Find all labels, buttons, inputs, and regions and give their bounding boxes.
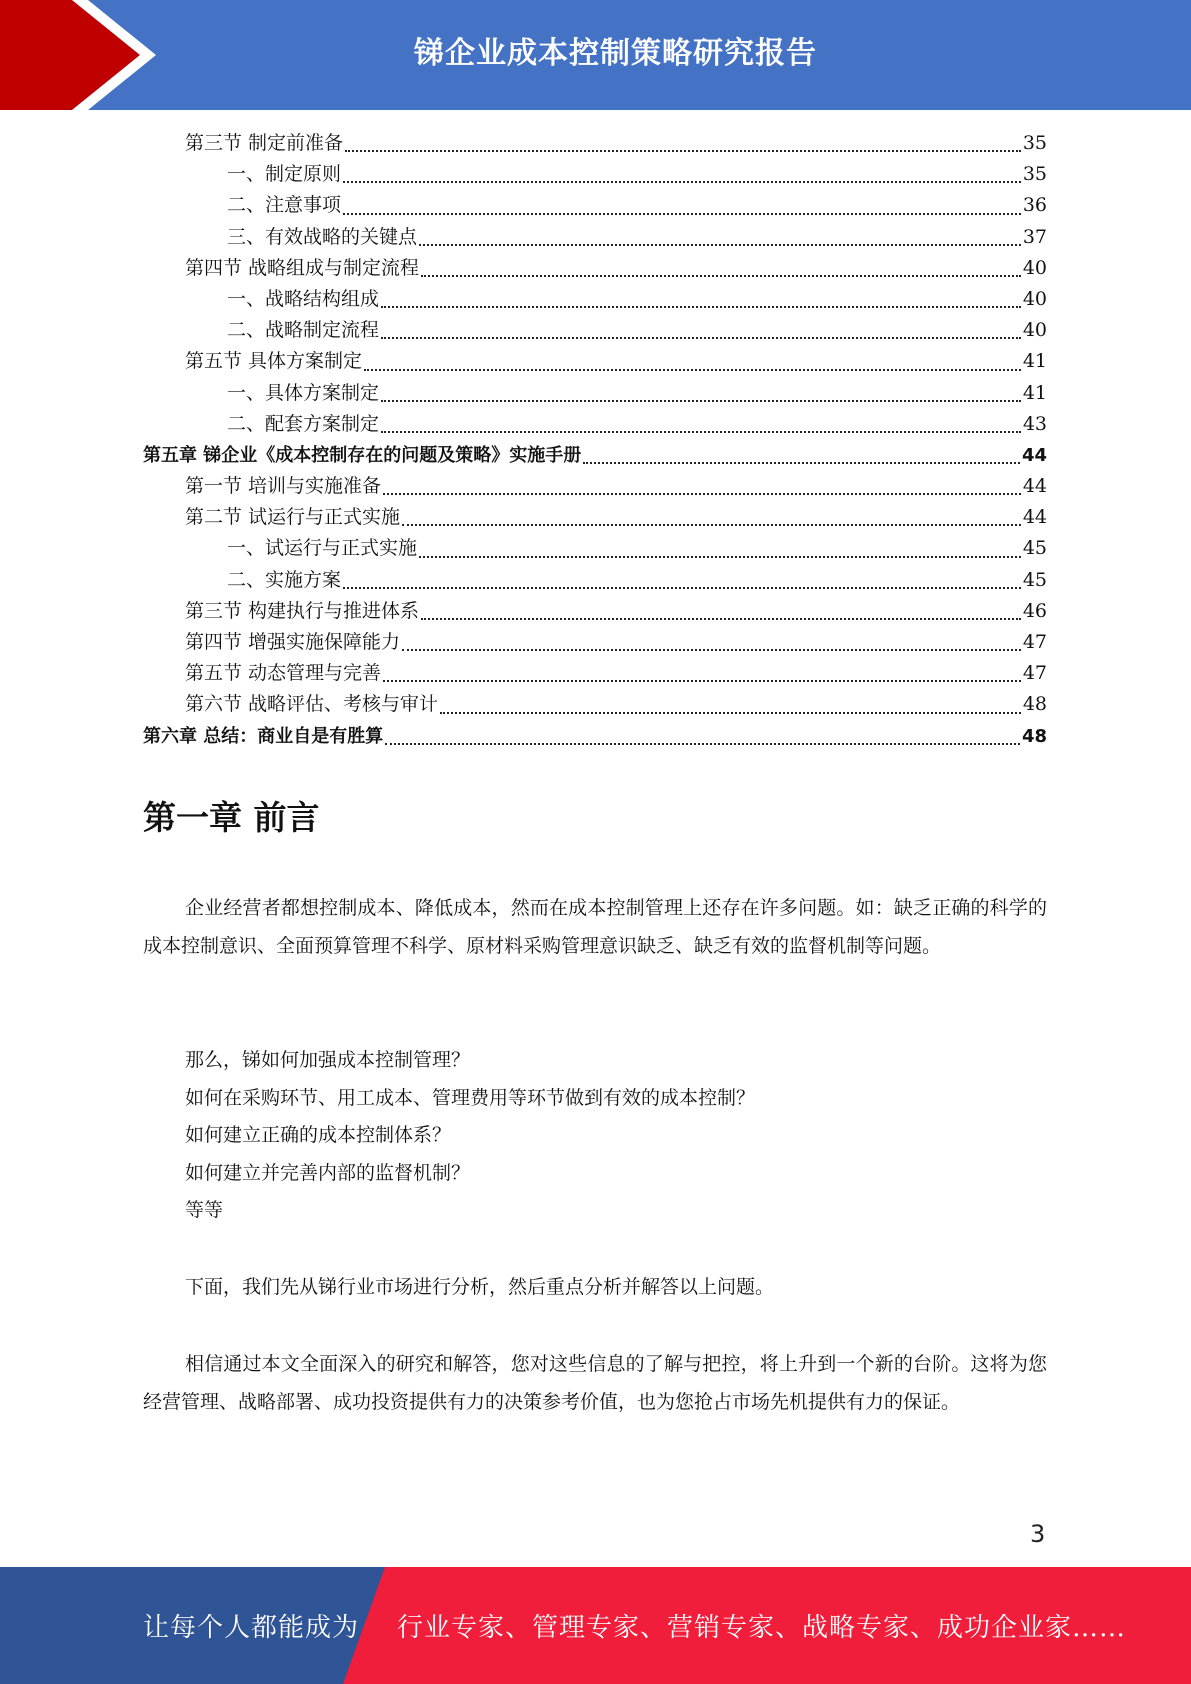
toc-dot-leader bbox=[402, 524, 1021, 526]
report-title: 锑企业成本控制策略研究报告 bbox=[414, 36, 817, 71]
toc-dot-leader bbox=[343, 213, 1021, 215]
question-line: 那么，锑如何加强成本控制管理？ bbox=[185, 1049, 471, 1071]
page-footer bbox=[0, 1567, 1191, 1684]
toc-entry[interactable] bbox=[143, 378, 1047, 409]
toc-entry-page: 47 bbox=[1022, 631, 1047, 653]
toc-entry-title: 二、实施方案 bbox=[227, 568, 342, 591]
toc-entry-title: 一、制定原则 bbox=[227, 163, 342, 186]
toc-entry-title: 第五章 锑企业《成本控制存在的问题及策略》实施手册 bbox=[143, 444, 582, 466]
toc-entry-title: 第五节 具体方案制定 bbox=[185, 350, 363, 373]
toc-dot-leader bbox=[421, 275, 1021, 277]
toc-entry[interactable] bbox=[143, 315, 1047, 346]
toc-entry-page: 35 bbox=[1022, 132, 1047, 154]
chapter-heading: 第一章 前言 bbox=[143, 798, 320, 837]
toc-dot-leader bbox=[364, 369, 1021, 371]
toc-entry-title: 二、战略制定流程 bbox=[227, 319, 380, 342]
toc-entry-page: 40 bbox=[1022, 256, 1047, 279]
toc-entry-page: 43 bbox=[1022, 412, 1047, 435]
toc-dot-leader bbox=[345, 150, 1021, 152]
toc-entry[interactable] bbox=[143, 658, 1047, 689]
toc-dot-leader bbox=[419, 244, 1021, 246]
toc-entry-page: 41 bbox=[1022, 350, 1047, 373]
toc-entry[interactable] bbox=[143, 471, 1047, 502]
toc-entry-title: 第一节 培训与实施准备 bbox=[185, 475, 382, 498]
toc-dot-leader bbox=[402, 649, 1021, 651]
toc-dot-leader bbox=[381, 337, 1021, 339]
toc-entry[interactable] bbox=[143, 689, 1047, 720]
page-header bbox=[0, 0, 1191, 110]
toc-entry-page: 44 bbox=[1021, 444, 1047, 466]
toc-entry-page: 47 bbox=[1022, 662, 1047, 685]
toc-entry[interactable] bbox=[143, 159, 1047, 190]
toc-entry[interactable] bbox=[143, 627, 1047, 658]
toc-entry-page: 44 bbox=[1022, 506, 1047, 529]
toc-dot-leader bbox=[419, 556, 1021, 558]
footer-slogan-left: 让每个人都能成为 bbox=[143, 1613, 360, 1643]
toc-entry-title: 第五节 动态管理与完善 bbox=[185, 662, 382, 685]
toc-entry[interactable] bbox=[143, 409, 1047, 440]
toc-entry-page: 48 bbox=[1022, 693, 1047, 716]
toc-entry-title: 第六章 总结：商业自是有胜算 bbox=[143, 725, 384, 747]
next-paragraph: 下面，我们先从锑行业市场进行分析，然后重点分析并解答以上问题。 bbox=[185, 1276, 775, 1298]
closing-paragraph: 相信通过本文全面深入的研究和解答，您对这些信息的了解与把控，将上升到一个新的台阶。这将为您经营管理、战略部署、成功投资提供有力的决策参考价值，也为您抢占市场先机提供有力的保证。 bbox=[143, 1353, 1047, 1413]
toc-entry[interactable] bbox=[143, 346, 1047, 377]
toc-entry[interactable] bbox=[143, 440, 1047, 471]
toc-entry-title: 第三节 制定前准备 bbox=[185, 132, 344, 154]
toc-entry[interactable] bbox=[143, 222, 1047, 253]
toc-entry[interactable] bbox=[143, 284, 1047, 315]
toc-dot-leader bbox=[383, 493, 1021, 495]
toc-entry-page: 40 bbox=[1022, 319, 1047, 342]
toc-dot-leader bbox=[381, 431, 1021, 433]
toc-entry-title: 一、具体方案制定 bbox=[227, 381, 380, 404]
toc-entry-title: 二、配套方案制定 bbox=[227, 412, 380, 435]
toc-entry[interactable] bbox=[143, 253, 1047, 284]
toc-entry-page: 46 bbox=[1022, 599, 1047, 622]
toc-dot-leader bbox=[381, 306, 1021, 308]
footer-slogan-right: 行业专家、管理专家、营销专家、战略专家、成功企业家…… bbox=[397, 1613, 1127, 1643]
toc-dot-leader bbox=[381, 400, 1021, 402]
toc-entry[interactable] bbox=[143, 533, 1047, 564]
toc-entry-title: 第四节 增强实施保障能力 bbox=[185, 631, 401, 653]
toc-entry-title: 第四节 战略组成与制定流程 bbox=[185, 256, 420, 279]
page-number: 3 bbox=[1030, 1520, 1046, 1548]
table-of-contents bbox=[143, 128, 1047, 752]
toc-entry-title: 三、有效战略的关键点 bbox=[227, 225, 418, 248]
toc-entry-page: 35 bbox=[1022, 163, 1047, 186]
toc-entry-page: 45 bbox=[1022, 568, 1047, 591]
toc-entry[interactable] bbox=[143, 190, 1047, 221]
toc-dot-leader bbox=[383, 680, 1021, 682]
toc-entry-title: 第三节 构建执行与推进体系 bbox=[185, 599, 420, 622]
question-line: 如何建立正确的成本控制体系？ bbox=[185, 1124, 452, 1146]
question-line: 等等 bbox=[185, 1199, 224, 1221]
toc-dot-leader bbox=[343, 181, 1021, 183]
toc-entry-page: 40 bbox=[1022, 287, 1047, 310]
toc-entry[interactable] bbox=[143, 565, 1047, 596]
question-line: 如何建立并完善内部的监督机制？ bbox=[185, 1162, 471, 1184]
toc-entry-page: 36 bbox=[1022, 194, 1047, 217]
toc-dot-leader bbox=[385, 743, 1020, 745]
toc-entry-page: 44 bbox=[1022, 475, 1047, 498]
toc-entry-page: 37 bbox=[1022, 225, 1047, 248]
toc-entry-title: 一、战略结构组成 bbox=[227, 287, 380, 310]
toc-entry-title: 第六节 战略评估、考核与审计 bbox=[185, 693, 439, 716]
toc-entry-page: 45 bbox=[1022, 537, 1047, 560]
toc-entry[interactable] bbox=[143, 721, 1047, 752]
toc-entry-title: 二、注意事项 bbox=[227, 194, 342, 217]
toc-dot-leader bbox=[421, 618, 1021, 620]
toc-entry-title: 第二节 试运行与正式实施 bbox=[185, 506, 401, 529]
toc-dot-leader bbox=[440, 712, 1021, 714]
toc-entry-title: 一、试运行与正式实施 bbox=[227, 537, 418, 560]
toc-entry[interactable] bbox=[143, 596, 1047, 627]
question-line: 如何在采购环节、用工成本、管理费用等环节做到有效的成本控制？ bbox=[185, 1087, 756, 1109]
intro-paragraph: 企业经营者都想控制成本、降低成本，然而在成本控制管理上还存在许多问题。如：缺乏正确的科学的成本控制意识、全面预算管理不科学、原材料采购管理意识缺乏、缺乏有效的监督机制等问题。 bbox=[143, 897, 1047, 957]
toc-entry[interactable] bbox=[143, 128, 1047, 159]
toc-entry-page: 41 bbox=[1022, 381, 1047, 404]
toc-dot-leader bbox=[343, 587, 1021, 589]
toc-entry-page: 48 bbox=[1021, 725, 1047, 747]
toc-dot-leader bbox=[583, 462, 1020, 464]
toc-entry[interactable] bbox=[143, 502, 1047, 533]
